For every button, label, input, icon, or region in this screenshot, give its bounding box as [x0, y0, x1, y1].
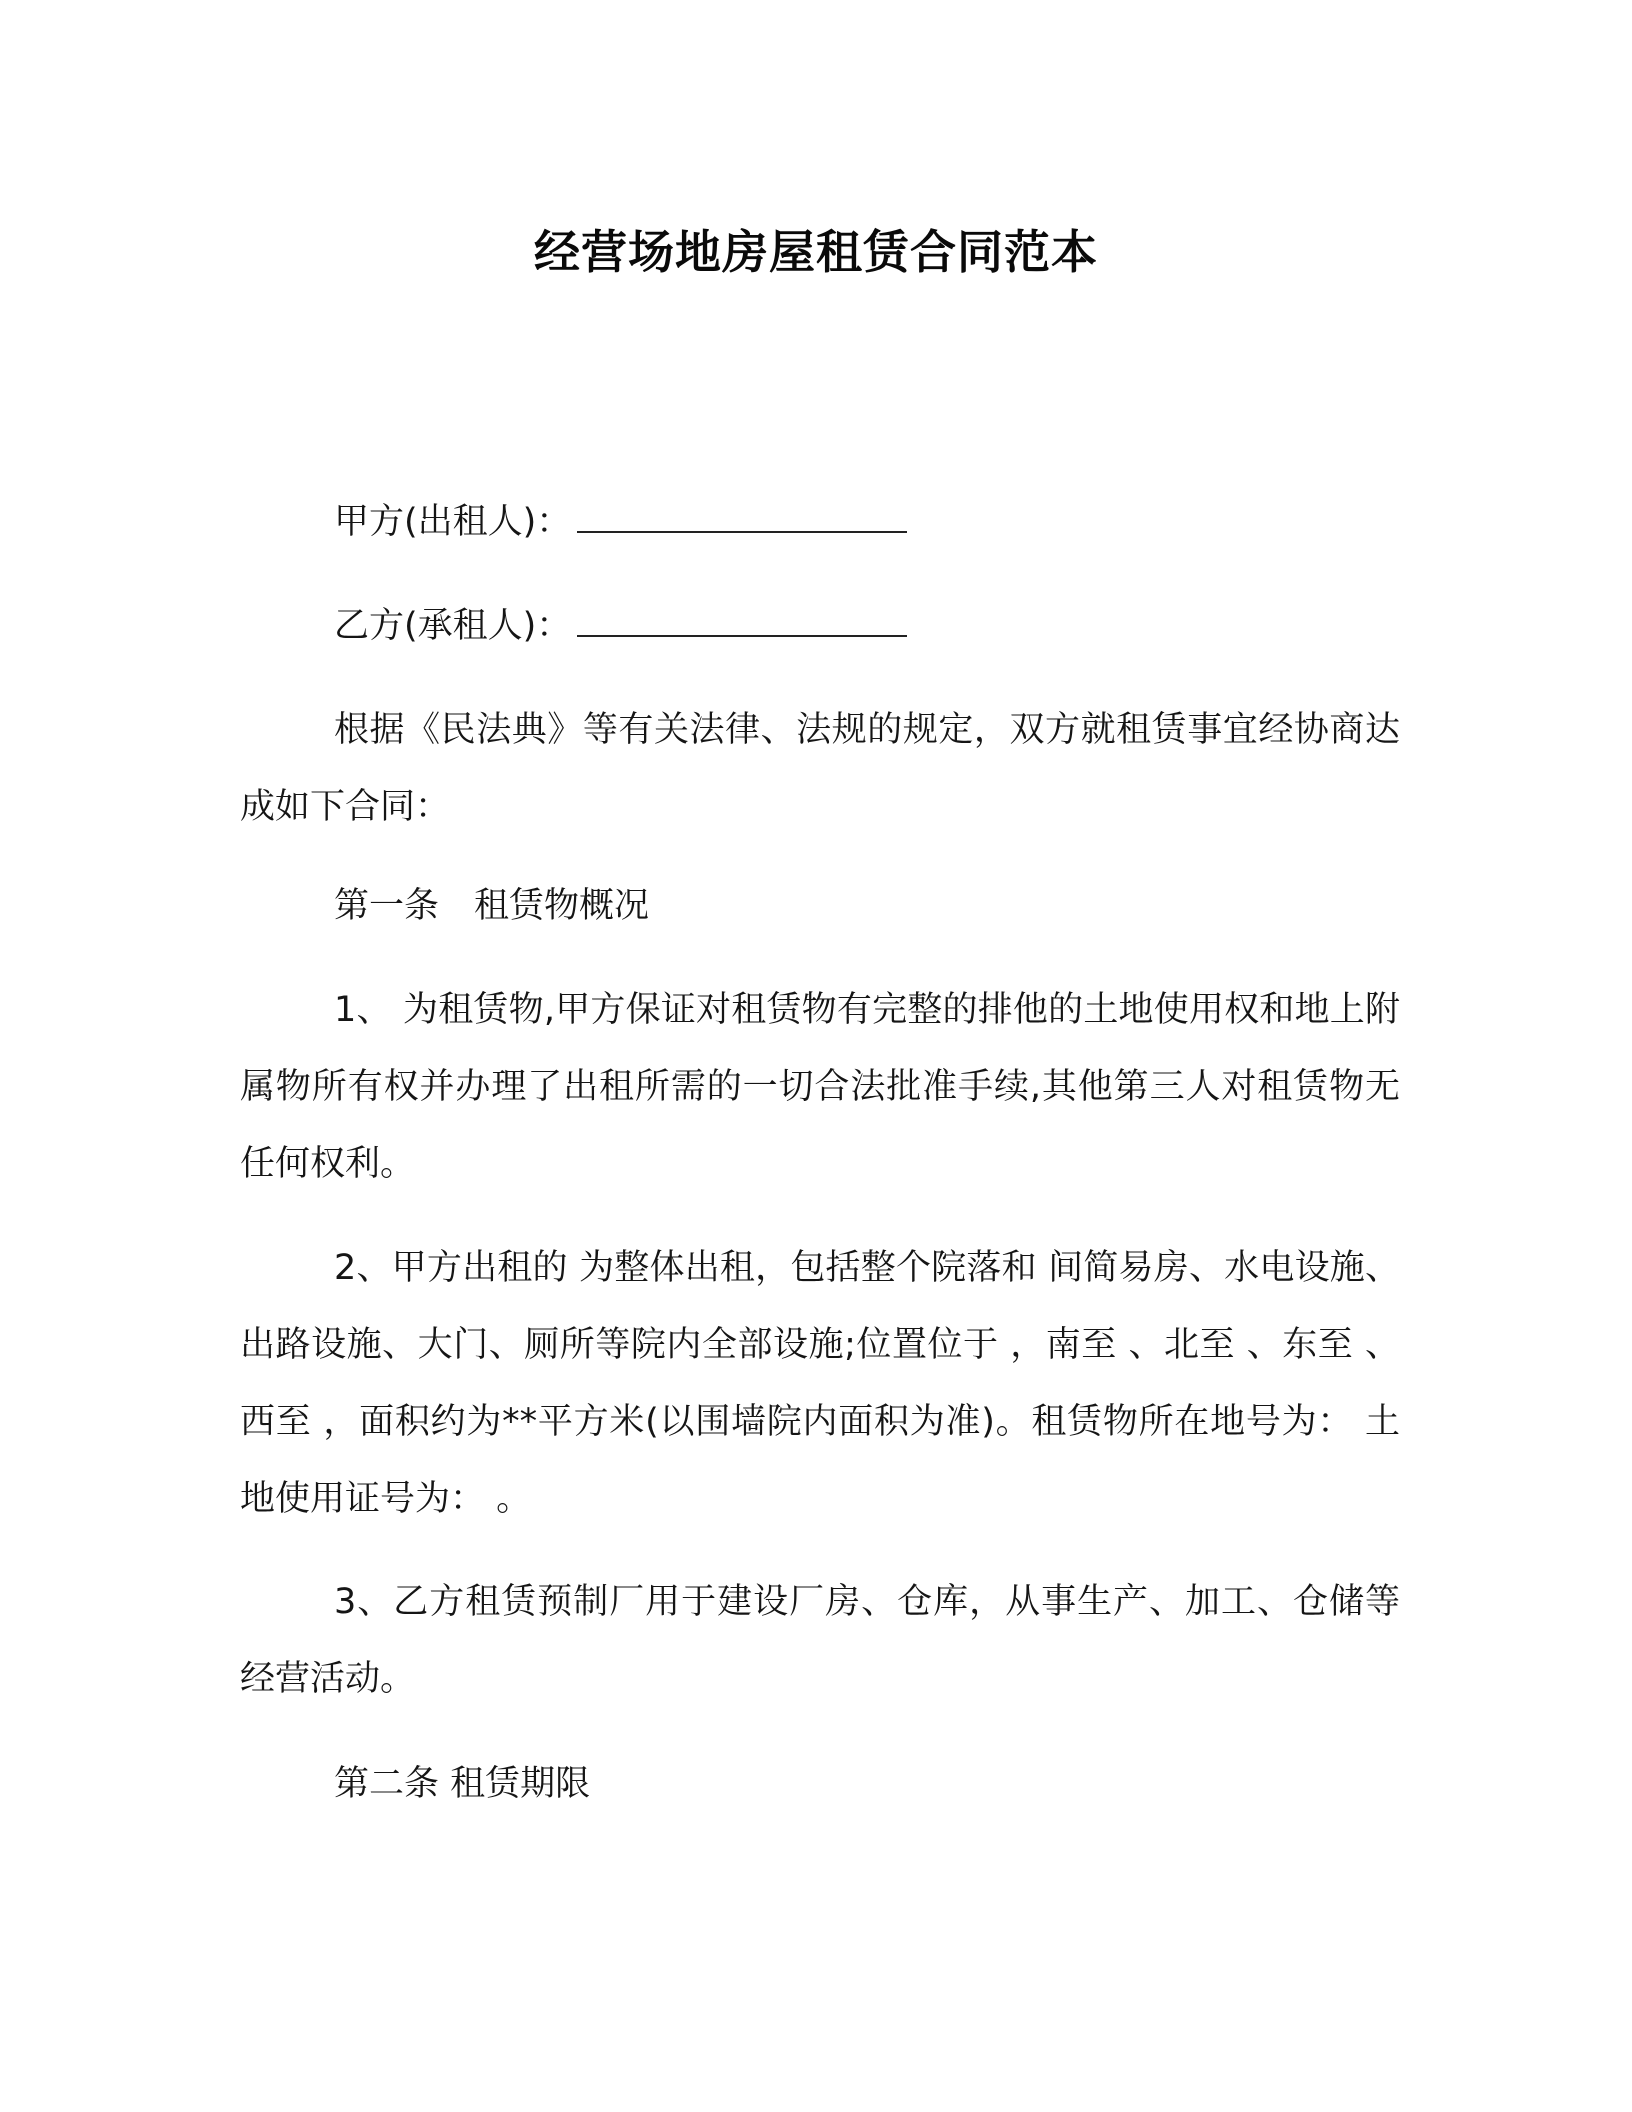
party-a-label: 甲方(出租人)： — [334, 502, 572, 542]
party-a-line — [334, 492, 907, 552]
preamble-block — [240, 692, 1400, 846]
clause-2-block — [240, 1230, 1400, 1538]
document-title: 经营场地房屋租赁合同范本 — [534, 225, 1098, 279]
clause-1-paragraph: 1、 为租赁物,甲方保证对租赁物有完整的排他的土地使用权和地上附属物所有权并办理了出租所需的一切合法批准手续,其他第三人对租赁物无任何权利。 — [240, 990, 1400, 1184]
party-b-blank — [577, 601, 907, 637]
clause-3-paragraph: 3、乙方租赁预制厂用于建设厂房、仓库，从事生产、加工、仓储等经营活动。 — [240, 1582, 1400, 1699]
party-b-line — [334, 596, 907, 656]
clause-3-block — [240, 1564, 1400, 1718]
clause-2-paragraph: 2、甲方出租的 为整体出租，包括整个院落和 间简易房、水电设施、出路设施、大门、厕所等院内全部设施;位置位于 ，南至 、北至 、东至 、西至 ，面积约为**平方米(以围墙院内面积为准)。租赁物所在地号为： 土地使用证号为： 。 — [240, 1248, 1400, 1519]
party-b-label: 乙方(承租人)： — [334, 606, 572, 646]
preamble-paragraph: 根据《民法典》等有关法律、法规的规定，双方就租赁事宜经协商达成如下合同： — [240, 710, 1400, 827]
clause-1-block — [240, 972, 1400, 1203]
party-a-blank — [577, 497, 907, 533]
article-2-heading: 第二条 租赁期限 — [334, 1764, 591, 1804]
article-1-heading: 第一条 租赁物概况 — [334, 886, 650, 926]
